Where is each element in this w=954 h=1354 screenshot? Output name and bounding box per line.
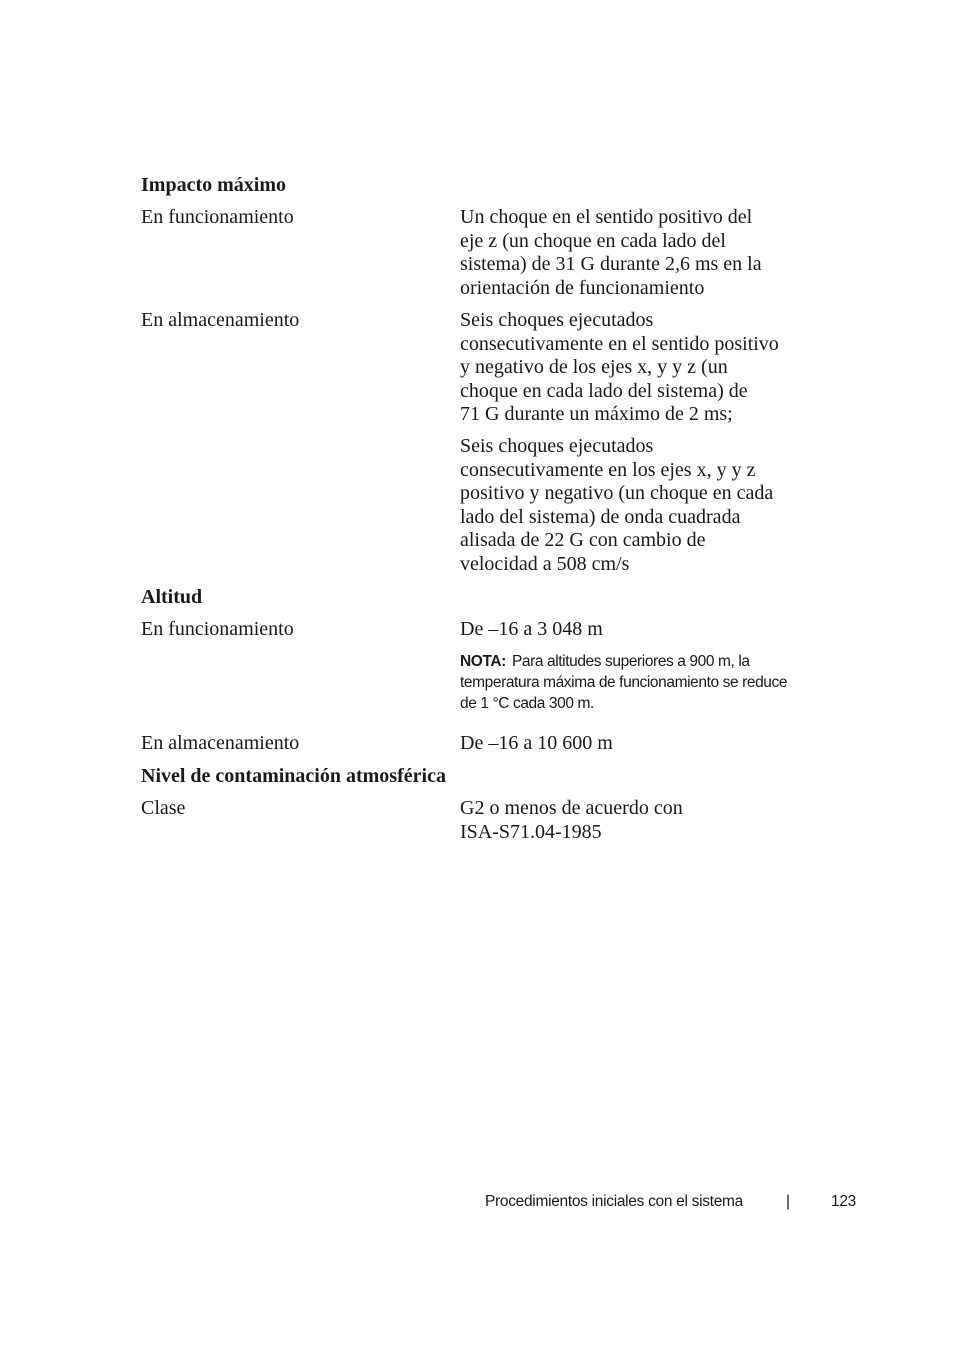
impact-storage-value-2 <box>460 435 830 576</box>
contamination-class-label: Clase <box>141 797 186 819</box>
note-text: Para altitudes superiores a 900 m, la <box>511 653 750 670</box>
value-line: G2 o menos de acuerdo con <box>460 797 683 819</box>
footer-separator: | <box>786 1193 790 1210</box>
value-line: y negativo de los ejes x, y y z (un <box>460 356 728 378</box>
note-line: de 1 °C cada 300 m. <box>460 695 594 712</box>
altitude-heading: Altitud <box>141 586 203 608</box>
value-line: eje z (un choque en cada lado del <box>460 229 726 252</box>
footer-page-number: 123 <box>831 1193 856 1210</box>
value-line: alisada de 22 G con cambio de <box>460 529 706 551</box>
value-line: consecutivamente en los ejes x, y y z <box>460 458 756 481</box>
value-line: choque en cada lado del sistema) de <box>460 379 748 402</box>
note-label: NOTA: <box>460 653 506 670</box>
value-line: Un choque en el sentido positivo del <box>460 206 753 228</box>
contamination-class-value <box>460 797 830 844</box>
impact-operating-value <box>460 206 830 300</box>
footer-section-title: Procedimientos iniciales con el sistema <box>485 1193 743 1210</box>
note-line: temperatura máxima de funcionamiento se reduce <box>460 674 788 691</box>
value-line: orientación de funcionamiento <box>460 276 705 299</box>
value-line: lado del sistema) de onda cuadrada <box>460 505 741 528</box>
note-line <box>460 651 830 672</box>
value-line: Seis choques ejecutados <box>460 435 654 457</box>
altitude-operating-value: De –16 a 3 048 m <box>460 618 603 640</box>
impact-operating-label: En funcionamiento <box>141 206 294 228</box>
impact-storage-label: En almacenamiento <box>141 309 300 331</box>
value-line: positivo y negativo (un choque en cada <box>460 482 774 504</box>
altitude-storage-value: De –16 a 10 600 m <box>460 732 613 754</box>
altitude-operating-label: En funcionamiento <box>141 618 294 640</box>
value-line: ISA-S71.04-1985 <box>460 820 602 843</box>
value-line: sistema) de 31 G durante 2,6 ms en la <box>460 253 762 275</box>
contamination-heading: Nivel de contaminación atmosférica <box>141 765 446 787</box>
impact-heading: Impacto máximo <box>141 174 286 196</box>
altitude-note <box>460 651 830 714</box>
value-line: 71 G durante un máximo de 2 ms; <box>460 403 733 425</box>
value-line: velocidad a 508 cm/s <box>460 552 630 575</box>
impact-storage-value-1 <box>460 309 830 427</box>
value-line: Seis choques ejecutados <box>460 309 654 331</box>
altitude-storage-label: En almacenamiento <box>141 732 300 754</box>
value-line: consecutivamente en el sentido positivo <box>460 332 779 355</box>
